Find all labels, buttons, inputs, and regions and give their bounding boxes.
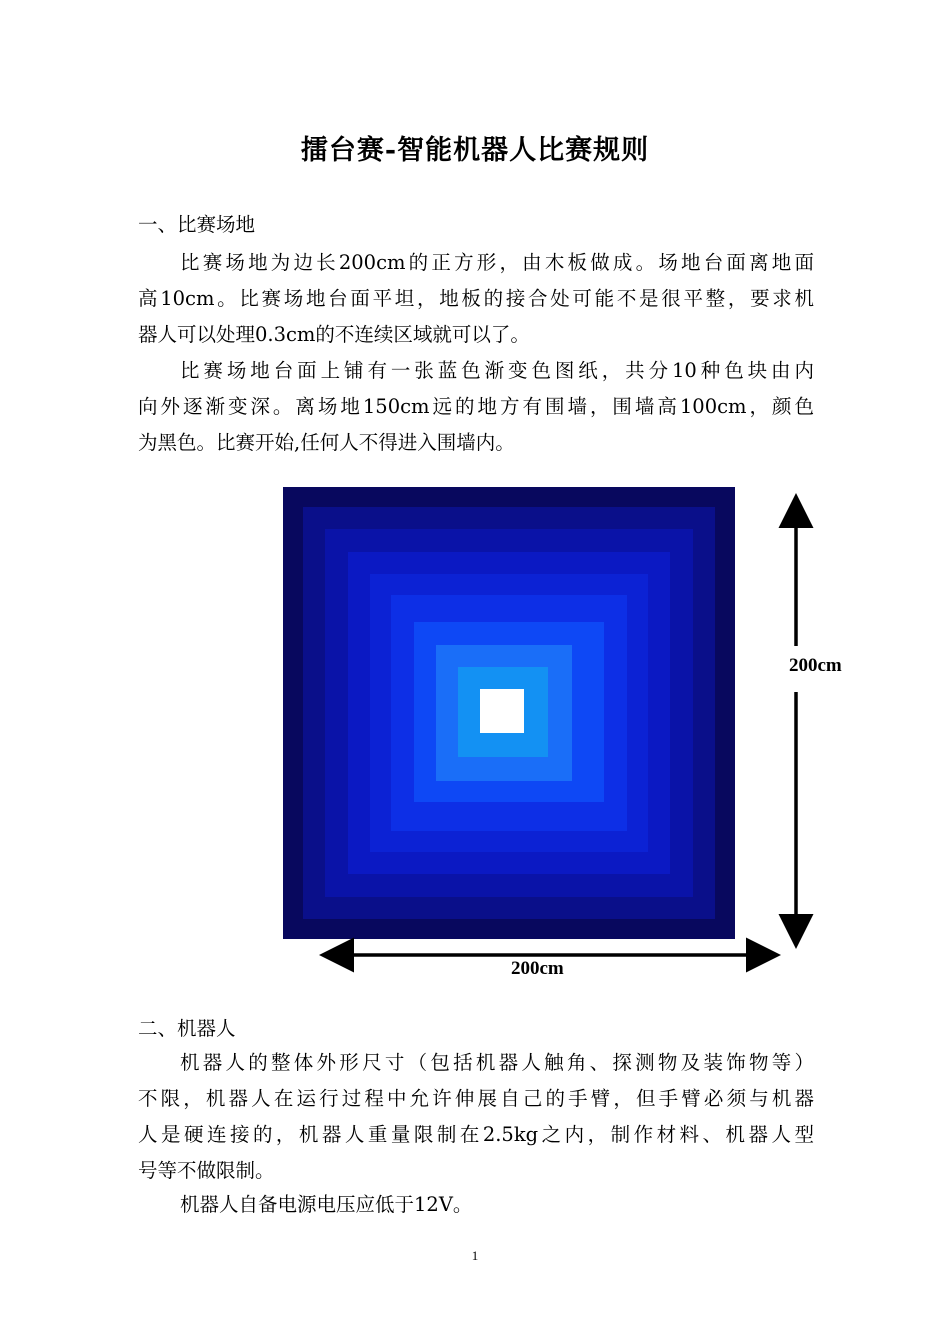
section-heading-field: 一、比赛场地 — [138, 213, 256, 236]
page-number: 1 — [471, 1248, 479, 1263]
paragraph-line: 器人可以处理0.3cm的不连续区域就可以了。 — [138, 323, 530, 346]
section-heading-robot: 二、机器人 — [138, 1017, 236, 1040]
paragraph-line: 比赛场地台面上铺有一张蓝色渐变色图纸，共分10种色块由内 — [180, 359, 814, 382]
height-dimension-label: 200cm — [789, 655, 842, 676]
paragraph-line: 机器人的整体外形尺寸（包括机器人触角、探测物及装饰物等） — [180, 1051, 814, 1074]
width-dimension-label: 200cm — [511, 958, 564, 979]
paragraph-line: 向外逐渐变深。离场地150cm远的地方有围墙，围墙高100cm，颜色 — [138, 395, 814, 418]
paragraph-line: 高10cm。比赛场地台面平坦，地板的接合处可能不是很平整，要求机 — [138, 287, 814, 310]
paragraph-line: 机器人自备电源电压应低于12V。 — [180, 1193, 473, 1216]
document-title: 擂台赛-智能机器人比赛规则 — [300, 135, 650, 166]
paragraph-line: 不限，机器人在运行过程中允许伸展自己的手臂，但手臂必须与机器 — [138, 1087, 814, 1110]
paragraph-line: 人是硬连接的，机器人重量限制在2.5kg之内，制作材料、机器人型 — [138, 1123, 814, 1146]
paragraph-line: 号等不做限制。 — [138, 1159, 275, 1182]
paragraph-line: 比赛场地为边长200cm的正方形，由木板做成。场地台面离地面 — [180, 251, 814, 274]
paragraph-line: 为黑色。比赛开始,任何人不得进入围墙内。 — [138, 431, 515, 454]
